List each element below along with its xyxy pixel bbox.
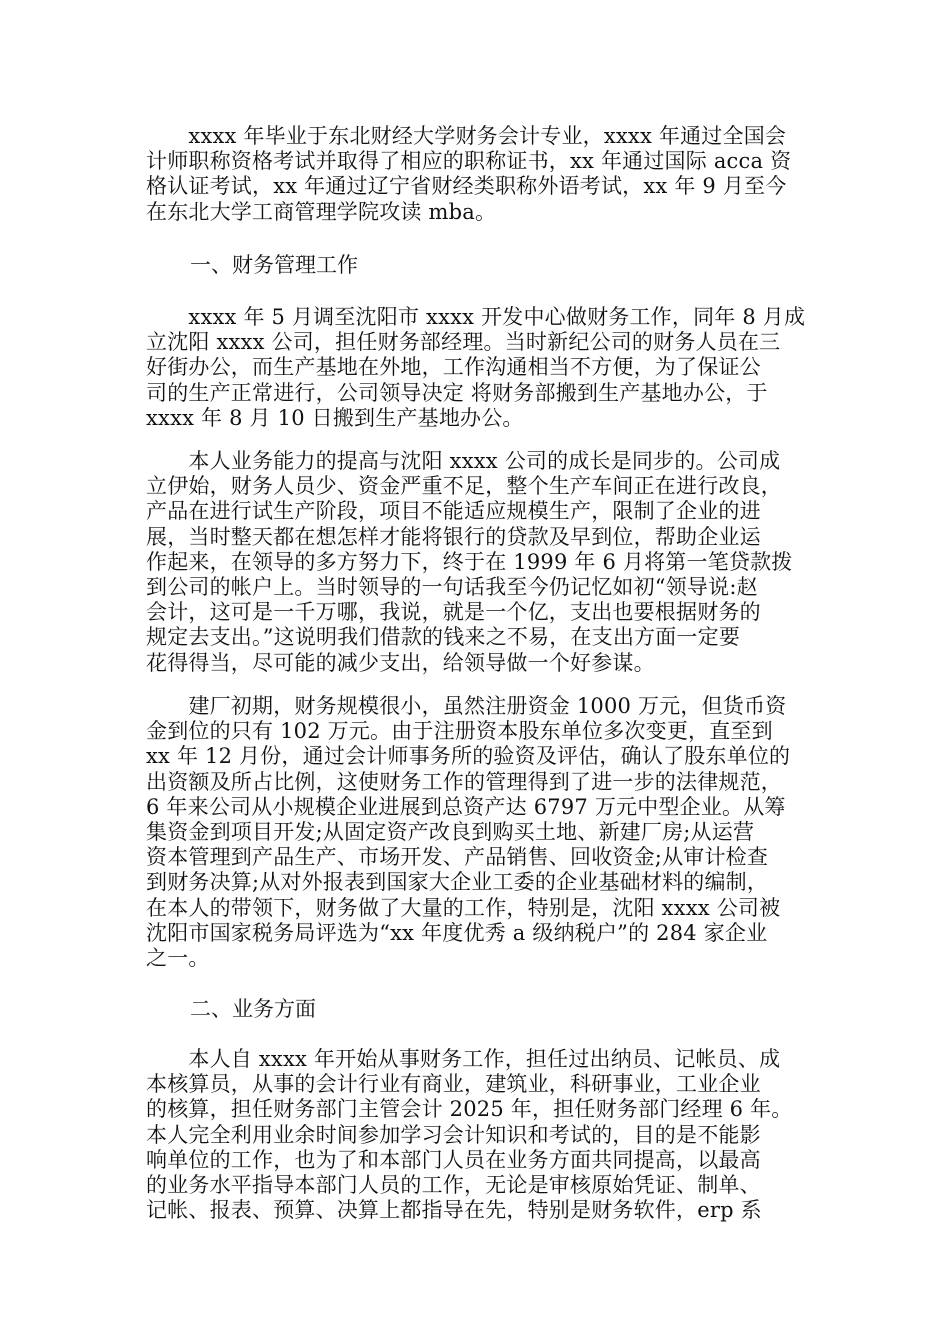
paragraph-line: xxxx 年 8 月 10 日搬到生产基地办公。 xyxy=(146,405,524,430)
paragraph-line: 司的生产正常进行，公司领导决定 将财务部搬到生产基地办公，于 xyxy=(146,380,768,405)
paragraph-line: 建厂初期，财务规模很小，虽然注册资金 1000 万元，但货币资 xyxy=(146,694,787,718)
paragraph-line: 之一。 xyxy=(146,945,210,970)
paragraph-transfer xyxy=(146,305,810,431)
paragraph-line: 到财务决算;从对外报表到国家大企业工委的企业基础材料的编制， xyxy=(146,870,769,895)
paragraph-line: 规定去支出。”这说明我们借款的钱来之不易，在支出方面一定要 xyxy=(146,625,741,650)
paragraph-line: 立伊始，财务人员少、资金严重不足，整个生产车间正在进行改良， xyxy=(146,474,782,499)
paragraph-line: 出资额及所占比例，这使财务工作的管理得到了进一步的法律规范， xyxy=(146,769,782,794)
paragraph-line: 立沈阳 xxxx 公司，担任财务部经理。当时新纪公司的财务人员在三 xyxy=(146,330,781,355)
paragraph-line: 花得得当，尽可能的减少支出，给领导做一个好参谋。 xyxy=(146,650,655,675)
paragraph-line: 到公司的帐户上。当时领导的一句话我至今仍记忆如初“领导说:赵 xyxy=(146,574,758,599)
paragraph-line: 在本人的带领下，财务做了大量的工作，特别是，沈阳 xxxx 公司被 xyxy=(146,895,781,920)
paragraph-line: 金到位的只有 102 万元。由于注册资本股东单位多次变更，直至到 xyxy=(146,719,773,744)
paragraph-line: xx 年 12 月份，通过会计师事务所的验资及评估，确认了股东单位的 xyxy=(146,744,791,769)
section-heading-business: 二、业务方面 xyxy=(190,997,316,1021)
paragraph-line: 资本管理到产品生产、市场开发、产品销售、回收资金;从审计检查 xyxy=(146,845,769,870)
paragraph-line: 作起来，在领导的多方努力下，终于在 1999 年 6 月将第一笔贷款拨 xyxy=(146,549,793,574)
section-heading-financial-management: 一、财务管理工作 xyxy=(190,253,358,277)
paragraph-line: 产品在进行试生产阶段，项目不能适应规模生产，限制了企业的进 xyxy=(146,499,761,524)
paragraph-line: 6 年来公司从小规模企业进展到总资产达 6797 万元中型企业。从筹 xyxy=(146,794,786,819)
paragraph-line: 的业务水平指导本部门人员的工作，无论是审核原始凭证、制单、 xyxy=(146,1172,761,1197)
paragraph-line: 在东北大学工商管理学院攻读 mba。 xyxy=(146,199,497,224)
paragraph-education xyxy=(146,124,810,225)
paragraph-growth xyxy=(146,449,810,676)
paragraph-line: xxxx 年毕业于东北财经大学财务会计专业，xxxx 年通过全国会 xyxy=(146,124,787,148)
paragraph-line: 计师职称资格考试并取得了相应的职称证书，xx 年通过国际 acca 资 xyxy=(146,149,792,174)
paragraph-line: 好街办公，而生产基地在外地，工作沟通相当不方便，为了保证公 xyxy=(146,355,761,380)
paragraph-line: 本人自 xxxx 年开始从事财务工作，担任过出纳员、记帐员、成 xyxy=(146,1047,781,1071)
paragraph-line: 本人业务能力的提高与沈阳 xxxx 公司的成长是同步的。公司成 xyxy=(146,449,781,473)
paragraph-line: xxxx 年 5 月调至沈阳市 xxxx 开发中心做财务工作，同年 8 月成 xyxy=(146,305,806,329)
paragraph-line: 沈阳市国家税务局评选为“xx 年度优秀 a 级纳税户”的 284 家企业 xyxy=(146,920,768,945)
paragraph-line: 响单位的工作，也为了和本部门人员在业务方面共同提高，以最高 xyxy=(146,1147,761,1172)
paragraph-line: 记帐、报表、预算、决算上都指导在先，特别是财务软件，erp 系 xyxy=(146,1198,762,1223)
paragraph-line: 的核算，担任财务部门主管会计 2025 年，担任财务部门经理 6 年。 xyxy=(146,1097,793,1122)
paragraph-line: 本核算员，从事的会计行业有商业，建筑业，科研事业，工业企业 xyxy=(146,1072,761,1097)
paragraph-line: 集资金到项目开发;从固定资产改良到购买土地、新建厂房;从运营 xyxy=(146,819,755,844)
paragraph-line: 会计，这可是一千万哪，我说，就是一个亿，支出也要根据财务的 xyxy=(146,600,761,625)
paragraph-career xyxy=(146,1047,810,1223)
paragraph-line: 展，当时整天都在想怎样才能将银行的贷款及早到位，帮助企业运 xyxy=(146,524,761,549)
paragraph-line: 本人完全利用业余时间参加学习会计知识和考试的，目的是不能影 xyxy=(146,1122,761,1147)
paragraph-line: 格认证考试，xx 年通过辽宁省财经类职称外语考试，xx 年 9 月至今 xyxy=(146,174,787,199)
paragraph-early-stage xyxy=(146,694,810,971)
